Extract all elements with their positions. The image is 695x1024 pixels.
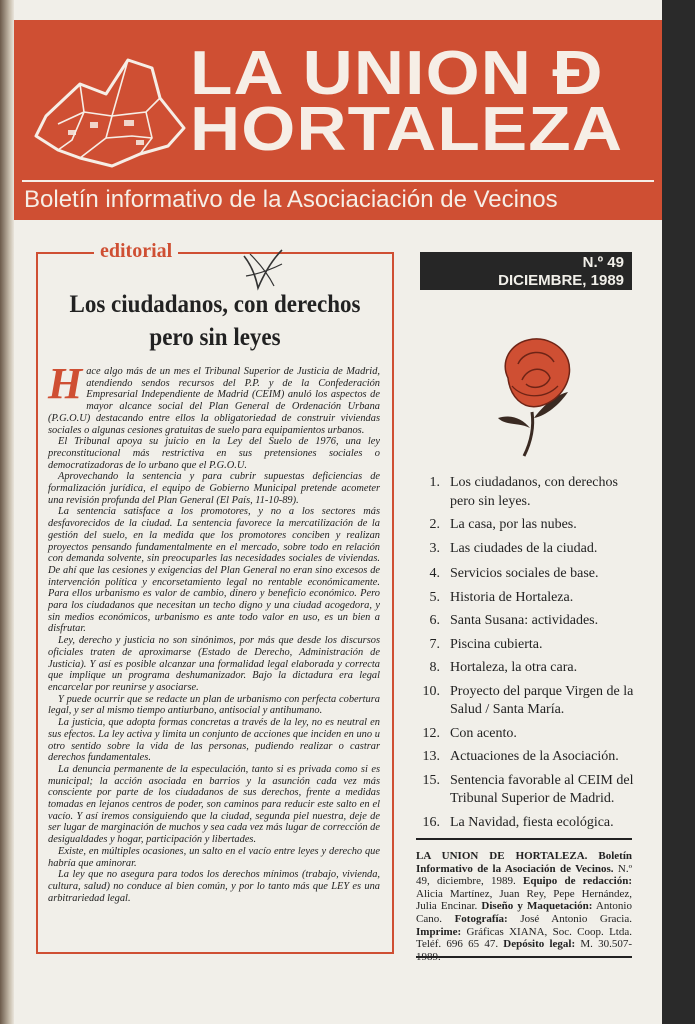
editorial-paragraph: La justicia, que adopta formas concretas a través de la ley, no es neutral en sus efectos. La ley activa y limita un conjunto de acciones que inciden en uno u otro sentido sobre la vida de las personas, pudiendo realizar o castrar derechos fundamentales.	[48, 717, 380, 764]
toc-item: 1. Los ciudadanos, con derechos pero sin leyes.	[429, 475, 618, 509]
toc-item: 15. Sentencia favorable al CEIM del Tribunal Superior de Madrid.	[422, 772, 634, 806]
binding-edge	[0, 0, 14, 1024]
editorial-paragraph: La denuncia permanente de la especulación, tanto si es privada como si es municipal; la acción asociada en barrios y la asunción cada vez más consciente por parte de los ciudadanos de sus derechos, frente a medidas tomadas en lejanos centros de poder, son caminos para reducir este salto en el vacío. Y así iremos consiguiendo que la ciudad, segunda piel nuestra, deje de ser lugar de marginación de muchos y sea cada vez más lugar de corrección de desigualdades y hogar, participación y libertades.	[48, 763, 380, 846]
pen-scribble-mark	[238, 246, 288, 292]
district-map-logo	[28, 54, 188, 172]
editorial-paragraph: Hace algo más de un mes el Tribunal Superior de Justicia de Madrid, atendiendo sendos recursos del P.P. y de la Confederación Empresarial Independiente de Madrid (CEIM) anuló los aspectos de mayor alcance social del Plan General de Ordenación Urbana (P.G.O.U) destacando entre ellos la obligatoriedad de construir viviendas sociales o algunas cesiones gratuitas de suelo para equipamientos urbanos.	[48, 359, 380, 436]
toc-item: 10. Proyecto del parque Virgen de la Salud / Santa María.	[422, 683, 634, 717]
masthead	[14, 20, 662, 220]
publication-credits: LA UNION DE HORTALEZA. Boletín Informativo de la Asociación de Vecinos. N.º 49, diciembre, 1989. Equipo de redacción: Alicia Martínez, Juan Rey, Pepe Hernández, Julia Encinar. Diseño y Maquetación: Antonio Cano. Fotografía: José Antonio Gracia. Imprime: Gráficas XIANA, Soc. Coop. Ltda. Teléf. 696 65 47. Depósito legal: M. 30.507-	[416, 850, 633, 951]
editorial-paragraph: El Tribunal apoya su juicio en la Ley del Suelo de 1976, una ley preconstitucional más restrictiva en sus pretensiones sociales o democratizadoras de lo urbano que el P.G.O.U.	[48, 436, 380, 471]
editorial-headline: Los ciudadanos, con derechos pero sin leyes	[69, 291, 361, 351]
credits-bottom-rule	[416, 956, 632, 958]
editorial-box	[36, 240, 394, 954]
issue-box	[420, 252, 632, 290]
masthead-subtitle: Boletín informativo de la Asociaciación de Vecinos	[24, 186, 558, 213]
toc-item: 5. Historia de Hortaleza.	[429, 589, 574, 605]
editorial-body	[48, 359, 380, 904]
editorial-paragraph: Aprovechando la sentencia y para cubrir supuestas deficiencias de formalización jurídica, el equipo de Gobierno Municipal pretende acometer una revisión profunda del Plan General (El País, 11-10-89).	[48, 471, 380, 506]
toc-item: 4. Servicios sociales de base.	[429, 566, 599, 581]
editorial-paragraph: Ley, derecho y justicia no son sinónimos, por más que desde los discursos oficiales traten de aproximarse (Estado de Derecho, Administración de Justicia). Y así es posible alcanzar una formalidad legal elaborada y correcta que implique un programa deshumanizador. Bajo la dictadura era legal encarcelar por reunirse y asociarse.	[48, 635, 380, 693]
toc-item: 2. La casa, por las nubes.	[429, 517, 577, 532]
masthead-title-line1: LA UNION Ð	[190, 39, 604, 108]
editorial-paragraph: La ley que no asegura para todos los derechos mínimos (trabajo, vivienda, cultura, salud) no conduce al bien común, y por lo tanto más que LEY es una arbitrariedad legal.	[48, 869, 380, 904]
editorial-paragraph: La sentencia satisface a los promotores, y no a los sectores más desfavorecidos de la ciudad. La sentencia favorece la mercatilización de la gestión del suelo, en la medida que los promotores conciben y realizan proyectos pensando fundamentalmente en el mercado, sobre todo en relación con demanda solvente, sin preocuparles las necesidades sociales de viviendas. De ahí que las cesiones y exigencias del Plan General no eran sino excesos de intervención política y encorsetamiento legal no rentable económicamente. Para ellos urbanismo es valor de cambio, dinero y beneficio económico. Pero para los ciudadanos que necesitan un techo digno y una ciudad acogedora, y sin medios económicos, urbanismo es ante todo valor en uso, es un bien a disfrutar.	[48, 506, 380, 635]
table-of-contents	[414, 474, 636, 832]
editorial-paragraph: Existe, en múltiples ocasiones, un salto en el vacío entre leyes y derecho que habría que aminorar.	[48, 845, 380, 869]
issue-date: DICIEMBRE, 1989	[498, 272, 624, 289]
editorial-label: editorial	[94, 240, 178, 263]
editorial-paragraph: Y puede ocurrir que se redacte un plan de urbanismo con perfecta cobertura legal, y ser al mismo tiempo antiurbano, antisocial y antihumano.	[48, 693, 380, 717]
toc-item: 8. Hortaleza, la otra cara.	[429, 660, 578, 675]
masthead-divider	[22, 180, 654, 182]
issue-number: N.º 49	[582, 254, 624, 271]
toc-item: 6. Santa Susana: actividades.	[429, 613, 599, 628]
toc-item: 13. Actuaciones de la Asociación.	[422, 749, 619, 764]
toc-item: 3. Las ciudades de la ciudad.	[429, 540, 598, 556]
toc-item: 7. Piscina cubierta.	[429, 636, 543, 652]
drop-cap: H	[48, 359, 83, 408]
credits-top-rule	[416, 838, 632, 840]
masthead-title-line2: HORTALEZA	[190, 95, 624, 164]
masthead-title	[190, 39, 624, 164]
toc-item: 12. Con acento.	[422, 725, 517, 741]
rose-illustration	[488, 334, 582, 458]
toc-item: 16. La Navidad, fiesta ecológica.	[422, 814, 614, 830]
